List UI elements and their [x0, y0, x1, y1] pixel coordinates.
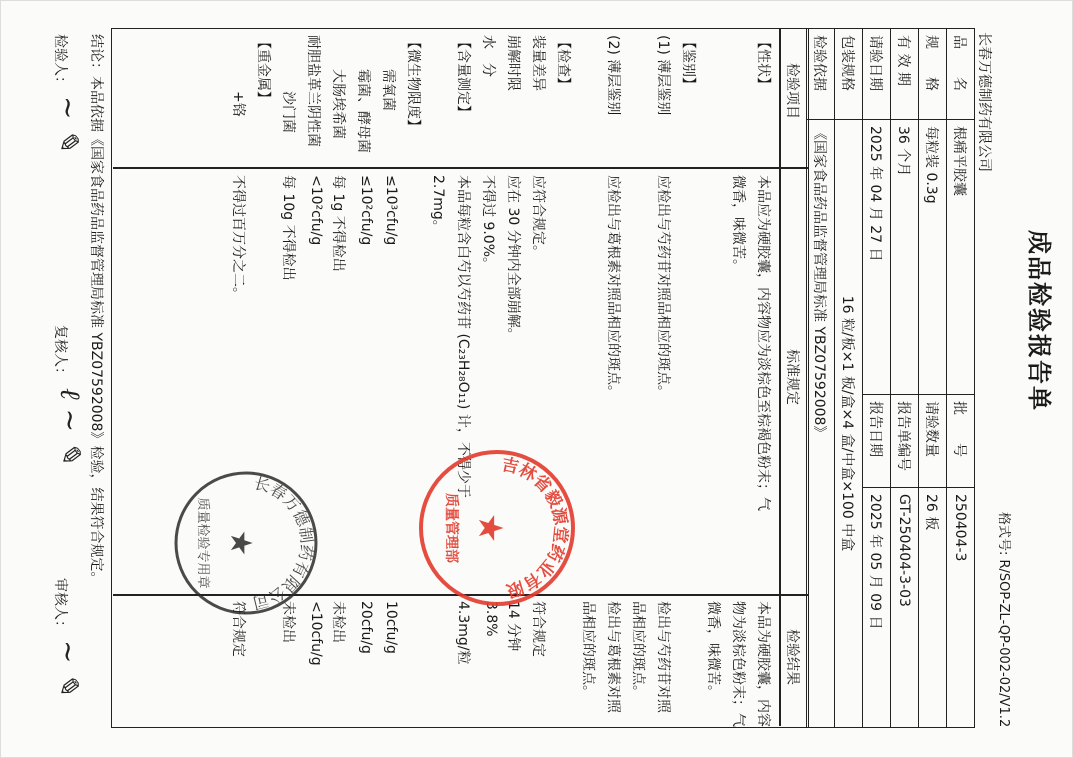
header-table: [806, 28, 975, 728]
approver-label: 审核人：: [52, 578, 68, 634]
result-cell: 20cfu/g: [358, 601, 374, 654]
svg-text:吉林省毅源堂药业有限公司: 吉林省毅源堂药业有限公司: [499, 439, 592, 601]
item-cell: 需氧菌: [380, 69, 396, 111]
qty-label: 请验数量: [919, 395, 947, 488]
result-cell: 未检出: [280, 601, 296, 643]
pack-label: 包装规格: [835, 29, 863, 120]
standard-cell: 应符合规定。: [530, 175, 546, 259]
result-cell: 符合规定: [230, 601, 246, 657]
item-cell: 【鉴别】: [680, 35, 696, 91]
standard-cell: 应检出与葛根素对照品相应的斑点。: [605, 175, 621, 399]
item-cell: 沙门菌: [280, 91, 296, 133]
standard-cell: 每 10g 不得检出: [280, 175, 296, 281]
approver-signature: ~ ✎: [52, 640, 85, 696]
red-company-stamp: [417, 439, 592, 608]
item-cell: 大肠埃希菌: [330, 69, 346, 139]
item-cell: 【检查】: [555, 35, 571, 91]
item-cell: 装量差异: [530, 35, 546, 91]
qty-value: 26 板: [919, 488, 947, 728]
svg-text:★: ★: [223, 529, 258, 557]
result-cell: 微香，味微苦。: [705, 601, 721, 699]
item-cell: 耐胆盐革兰阴性菌: [305, 35, 321, 147]
basis-label: 检验依据: [807, 29, 835, 120]
standard-cell: ≤10³cfu/g: [383, 175, 399, 246]
result-cell: 10cfu/g: [383, 601, 399, 654]
spec-label: 规 格: [919, 29, 947, 120]
standard-cell: <10²cfu/g: [308, 175, 324, 246]
item-cell: (1) 薄层鉴别: [655, 35, 671, 116]
company-name: 长春万德制药有限公司: [976, 32, 992, 172]
report-date-label: 报告日期: [863, 395, 891, 488]
result-cell: 14 分钟: [505, 601, 521, 652]
standard-cell: ≤10²cfu/g: [358, 175, 374, 246]
result-cell: 检出与芍药苷对照: [655, 601, 671, 713]
svg-text:★: ★: [470, 512, 510, 544]
column-result-header: 检验结果: [784, 629, 800, 685]
item-cell: 水 分: [480, 35, 496, 77]
item-cell: +铬: [230, 91, 246, 117]
result-cell: 未检出: [330, 601, 346, 643]
standard-cell: 应检出与芍药苷对照品相应的斑点。: [655, 175, 671, 399]
svg-text:质量管理部: 质量管理部: [443, 493, 459, 563]
result-cell: 本品为硬胶囊，内容: [755, 601, 771, 727]
batch-label: 批 号: [947, 395, 975, 488]
svg-text:长春万德制药有限公司: 长春万德制药有限公司: [250, 473, 317, 613]
item-cell: 崩解时限: [505, 35, 521, 91]
item-cell: (2) 薄层鉴别: [605, 35, 621, 116]
spec-value: 每粒装 0.3g: [919, 120, 947, 395]
batch-value: 250404-3: [947, 488, 975, 728]
conclusion-text: 结论：本品依据《国家食品药品监督管理局标准 YBZ07592008》检验，结果符合规定。: [88, 34, 104, 586]
black-qc-stamp: [171, 468, 321, 618]
req-date-value: 2025 年 04 月 27 日: [863, 120, 891, 395]
item-cell: 霉菌、酵母菌: [355, 69, 371, 153]
svg-text:质量检验专用章: 质量检验专用章: [195, 497, 210, 589]
standard-cell: 微香，味微苦。: [730, 175, 746, 273]
result-cell: 4.3mg/粒: [455, 601, 471, 665]
standard-cell: 本品应为硬胶囊，内容物应为淡棕色至棕褐色粉末；气: [755, 175, 771, 511]
inspector-signature: ~ ✎: [52, 96, 85, 152]
standard-cell: 2.7mg。: [430, 175, 446, 234]
standard-cell: 不得过 9.0%。: [480, 175, 496, 272]
item-cell: 【含量测定】: [455, 35, 471, 119]
basis-value: 《国家食品药品监督管理局标准 YBZ07592008》: [807, 120, 835, 728]
checker-label: 复核人：: [52, 325, 68, 381]
checker-signature: ℓ ~ ✎: [54, 388, 87, 465]
result-cell: 检出与葛根素对照: [605, 601, 621, 713]
result-cell: 品相应的斑点。: [580, 601, 596, 699]
item-cell: 【重金属】: [255, 35, 271, 105]
item-cell: 【微生物限度】: [405, 35, 421, 133]
expiry-value: 36 个月: [891, 120, 919, 395]
standard-cell: 应在 30 分钟内全部崩解。: [505, 175, 521, 342]
column-standard-header: 标准规定: [784, 349, 800, 405]
result-cell: <10cfu/g: [308, 601, 324, 666]
name-label: 品 名: [947, 29, 975, 120]
standard-cell: 本品每粒含白芍以芍药苷 (C₂₃H₂₈O₁₁) 计，不得少于: [455, 175, 471, 498]
expiry-label: 有 效 期: [891, 29, 919, 120]
report-no-value: GT-250404-3-03: [891, 488, 919, 728]
result-cell: 品相应的斑点。: [630, 601, 646, 699]
report-date-value: 2025 年 05 月 09 日: [863, 488, 891, 728]
pack-value: 16 粒/板×1 板/盒×4 盒/中盒×100 中盒: [835, 120, 863, 728]
form-number: 格式号: R/SOP-ZL-QP-002-02/V1.2: [996, 512, 1011, 728]
standard-cell: 每 1g 不得检出: [330, 175, 346, 272]
page-title: 成品检验报告单: [1025, 230, 1053, 412]
column-item-header: 检验项目: [784, 63, 800, 119]
result-cell: 物为淡棕色粉末；气: [730, 601, 746, 727]
result-cell: 3.8%: [483, 601, 499, 637]
report-no-label: 报告单编号: [891, 395, 919, 488]
standard-cell: 不得过百万分之二。: [230, 175, 246, 301]
result-cell: 符合规定: [530, 601, 546, 657]
item-cell: 【性状】: [755, 35, 771, 91]
inspector-label: 检验人：: [52, 34, 68, 90]
req-date-label: 请验日期: [863, 29, 891, 120]
results-table: [111, 28, 809, 728]
name-value: 根痛平胶囊: [947, 120, 975, 395]
